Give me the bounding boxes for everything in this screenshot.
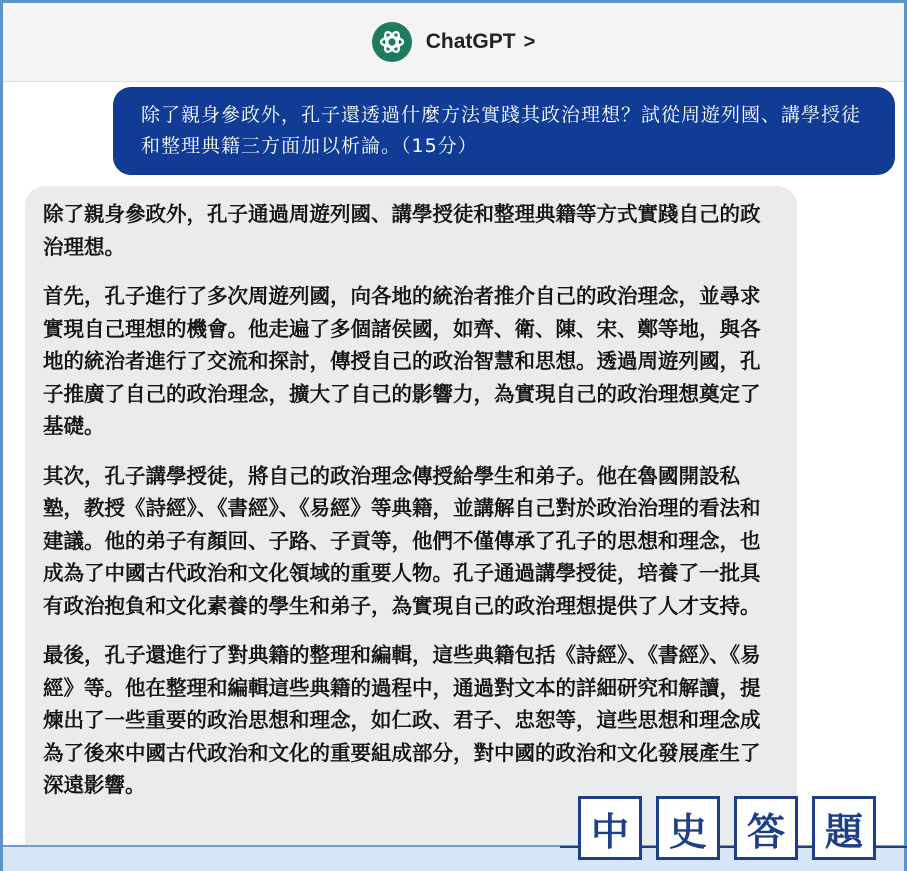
assistant-paragraph-second: 其次，孔子講學授徒，將自己的政治理念傳授給學生和弟子。他在魯國開設私塾，教授《詩經》、《書經》、《易經》等典籍，並講解自己對於政治治理的看法和建議。他的弟子有顏回、子路、子貢等，他們不僅傳承了孔子的思想和理念，也成為了中國古代政治和文化領域的重要人物。孔子通過講學授徒，培養了一批具有政治抱負和文化素養的學生和弟子，為實現自己的政治理想提供了人才支持。: [43, 463, 761, 618]
openai-logo-icon: [372, 22, 412, 62]
stamp-char-3: 答: [734, 796, 798, 860]
header-title: ChatGPT: [425, 30, 516, 53]
assistant-paragraph-last: 最後，孔子還進行了對典籍的整理和編輯，這些典籍包括《詩經》、《書經》、《易經》等。他在整理和編輯這些典籍的過程中，通過對文本的詳細研究和解讀，提煉出了一些重要的政治思想和理念，如仁政、君子、忠恕等，這些思想和理念成為了後來中國古代政治和文化的重要組成部分，對中國的政治和文化發展產生了深遠影響。: [43, 643, 761, 797]
assistant-message-bubble: [25, 186, 797, 871]
assistant-paragraph-first: 首先，孔子進行了多次周遊列國，向各地的統治者推介自己的政治理念，並尋求實現自己理想的機會。他走遍了多個諸侯國，如齊、衛、陳、宋、鄭等地，與各地的統治者進行了交流和探討，傳授自己的政治智慧和思想。透過周遊列國，孔子推廣了自己的政治理念，擴大了自己的影響力，為實現自己的政治理想奠定了基礎。: [43, 284, 761, 438]
openai-logo-glyph: [377, 27, 407, 57]
stamp-char-2: 史: [656, 796, 720, 860]
model-selector[interactable]: [372, 22, 536, 62]
chevron-right-icon: >: [523, 30, 536, 53]
user-message-text: 除了親身參政外，孔子還透過什麼方法實踐其政治理想？試從周遊列國、講學授徒和整理典籍三方面加以析論。（15分）: [141, 104, 862, 157]
chat-header: [3, 3, 904, 82]
user-message-bubble: [113, 87, 895, 175]
stamp-char-1: 中: [578, 796, 642, 860]
assistant-paragraph-intro: 除了親身參政外，孔子通過周遊列國、講學授徒和整理典籍等方式實踐自己的政治理想。: [43, 202, 761, 259]
stamp-char-4: 題: [812, 796, 876, 860]
